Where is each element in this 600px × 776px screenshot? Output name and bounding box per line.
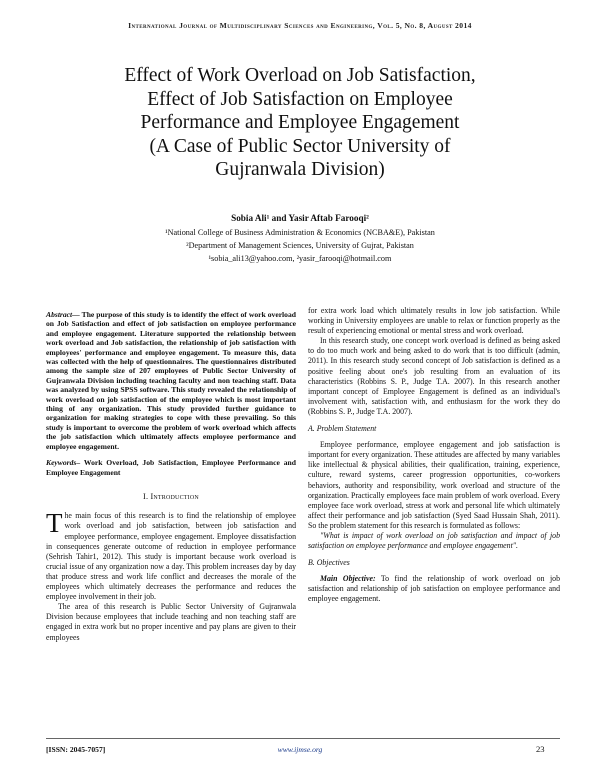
title-line: Effect of Job Satisfaction on Employee — [147, 88, 453, 110]
abstract — [46, 310, 296, 451]
intro-paragraph: The area of this research is Public Sector University of Gujranwala Division because employees that include teaching and non teaching staff are engaged in extra work but no proper incentive and pay plans are given to their employees — [46, 602, 296, 642]
paper-title — [60, 64, 540, 182]
intro-paragraph-text: he main focus of this research is to find the relationship of employee work overload and job satisfaction, between job satisfaction and employee performance, employee engagement. Employee dissatisfaction in consequences generate outcome of reduction in employee performance (Sehrish Tahir1, 2012). This study is important because work overload is crucial issue of any organization now a day. This problem increases day by day that produce stress and work life conflict and decreases the morale of the employees which ultimately decreases the performance and reduces the employee involvement in their job. — [46, 511, 296, 602]
footer-divider — [46, 738, 560, 739]
abstract-text: The purpose of this study is to identify the effect of work overload on Job Satisfaction and effect of job satisfaction on employee performance and employee engagement. Literature supported the relationship between work overload and Job satisfaction, the relationship of job satisfaction with employees' performance and employee engagement. To measure this, data was collected with the help of questionnaires. The questionnaires distributed among the sample size of 207 employees of Public Sector University of Gujranwala Division including teaching faculty and non teaching staff. Data was analyzed by using SPSS software. This study revealed the relationship of work overload on job satisfaction of the employee which is most important thing of any organization. This study provided further guidance to organization for making strategies to cope with these prevailing. So this study is important to overcome the problem of work overload which affects the job satisfaction which ultimately affects employee performance and employee engagement. — [46, 310, 296, 451]
abstract-label: Abstract— — [46, 310, 80, 319]
footer-issn: [ISSN: 2045-7057] — [46, 745, 106, 754]
body-paragraph: Employee performance, employee engagement and job satisfaction is important for every organization. These attitudes are affected by many variables like intellectual & physical abilities, their qualification, training, experience, culture, reward systems, career progression opportunities, co-workers behaviors, authority and responsibility, work overload and structure of the organization. Practically employees face main problem of work overload. Every employee face work overload, stress at work and personal life which ultimately affect their performance and job satisfaction (Syed Saad Hussain Shah, 2011). So the problem statement for this research is formulated as follows: — [308, 440, 560, 530]
footer-url-link[interactable]: www.ijmse.org — [277, 745, 323, 754]
section-heading-objectives: B. Objectives — [308, 558, 350, 568]
problem-quote: "What is impact of work overload on job satisfaction and impact of job satisfaction on employee performance and employee engagement". — [308, 530, 560, 551]
objective-paragraph — [308, 574, 560, 604]
intro-paragraph — [46, 508, 296, 602]
left-column — [46, 310, 296, 643]
page-number: 23 — [536, 744, 545, 754]
keywords — [46, 458, 296, 477]
title-line: Performance and Employee Engagement — [140, 112, 460, 133]
drop-cap: T — [46, 508, 63, 539]
body-paragraph: for extra work load which ultimately results in low job satisfaction. While working in University employees are unable to relax or function properly as the result of experiencing emotional or mental stress and work overload. — [308, 306, 560, 336]
affiliation-1: ¹National College of Business Administration & Economics (NCBA&E), Pakistan — [165, 228, 435, 237]
section-heading-problem: A. Problem Statement — [308, 424, 377, 434]
authors: Sobia Ali¹ and Yasir Aftab Farooqi² — [231, 213, 369, 223]
section-heading-introduction: I. Introduction — [143, 492, 199, 502]
keywords-text: Work Overload, Job Satisfaction, Employee Performance and Employee Engagement — [46, 458, 296, 477]
keywords-label: Keywords– — [46, 458, 81, 468]
affiliation-2: ²Department of Management Sciences, University of Gujrat, Pakistan — [186, 241, 414, 250]
objective-label: Main Objective: — [320, 574, 376, 584]
title-line: (A Case of Public Sector University of — [149, 135, 451, 157]
right-column — [308, 306, 560, 605]
title-line: Gujranwala Division) — [215, 159, 385, 180]
body-paragraph: In this research study, one concept work overload is defined as being asked to do too much work and being asked to do work that is too difficult (admin, 2011). In this research study second concept of Job satisfaction is defined as a positive feeling about one's job resulting from an evaluation of its characteristics (Robbins S. P., Judge T.A. 2007). In this research another important concept of Employee Engagement is defined as an individual's involvement with, satisfaction with, and enthusiasm for the work they do (Robbins S. P., Judge T.A. 2007). — [308, 336, 560, 416]
journal-header: International Journal of Multidisciplinary Sciences and Engineering, Vol. 5, No. 8, August 2014 — [128, 21, 472, 30]
author-emails: ¹sobia_ali13@yahoo.com, ²yasir_farooqi@hotmail.com — [208, 254, 392, 263]
title-line: Effect of Work Overload on Job Satisfaction, — [124, 65, 476, 86]
objective-text: To find the relationship of work overload on job satisfaction and relationship of job satisfaction on employee performance and employee engagement. — [308, 574, 561, 604]
